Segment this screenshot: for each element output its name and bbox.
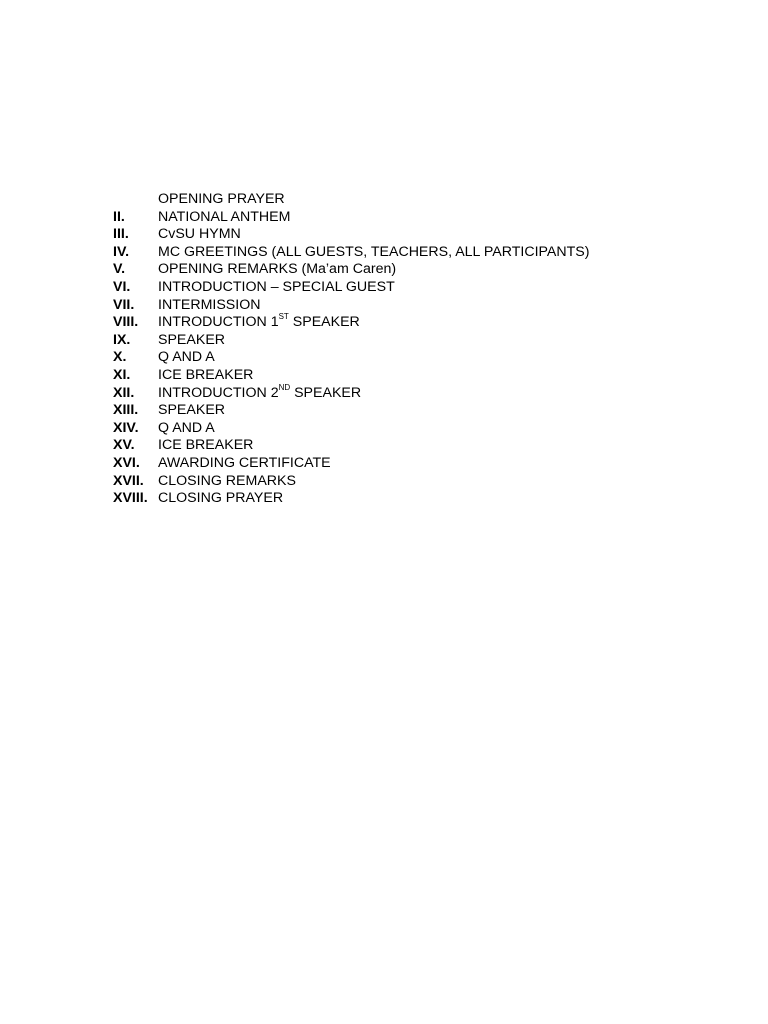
program-item (113, 332, 590, 350)
program-item (113, 297, 590, 315)
program-item (113, 244, 590, 262)
item-numeral: X. (113, 349, 127, 366)
item-numeral: IV. (113, 243, 130, 260)
item-numeral: XVI. (113, 454, 140, 471)
item-text (158, 314, 360, 332)
item-text: MC GREETINGS (ALL GUESTS, TEACHERS, ALL PARTICIPANTS) (158, 243, 590, 260)
program-item (113, 420, 590, 438)
item-text-before: INTRODUCTION 1 (158, 314, 279, 331)
item-numeral: XI. (113, 366, 131, 383)
item-text: OPENING PRAYER (158, 191, 285, 207)
item-text: NATIONAL ANTHEM (158, 208, 291, 225)
item-text: ICE BREAKER (158, 366, 254, 383)
item-numeral: IX. (113, 331, 131, 348)
item-numeral: VII. (113, 296, 135, 313)
item-text: INTERMISSION (158, 296, 261, 313)
program-item (113, 349, 590, 367)
item-text: Q AND A (158, 349, 215, 366)
item-text: ICE BREAKER (158, 437, 254, 454)
item-numeral: XV. (113, 437, 135, 454)
item-text: Q AND A (158, 419, 215, 436)
ordinal-superscript: ST (278, 312, 289, 322)
item-text: OPENING REMARKS (Ma’am Caren) (158, 261, 397, 278)
item-numeral: II. (113, 208, 125, 225)
program-item (113, 490, 590, 508)
program-item (113, 314, 590, 332)
program-item (113, 367, 590, 385)
item-numeral: III. (113, 226, 129, 243)
program-item (113, 382, 590, 403)
item-numeral: VIII. (113, 314, 139, 331)
item-text: SPEAKER (158, 331, 226, 348)
item-numeral: VI. (113, 278, 131, 295)
program-list (113, 191, 590, 508)
item-text: INTRODUCTION – SPECIAL GUEST (158, 278, 395, 295)
program-item (113, 437, 590, 455)
item-numeral: XIII. (113, 402, 139, 419)
item-text: CLOSING PRAYER (158, 490, 284, 507)
item-numeral: XIV. (113, 419, 139, 436)
program-item (113, 473, 590, 491)
item-text: SPEAKER (158, 402, 226, 419)
program-item (113, 191, 590, 209)
item-text: CLOSING REMARKS (158, 472, 296, 489)
item-numeral: XVII. (113, 472, 144, 489)
program-item (113, 209, 590, 227)
item-text-after: SPEAKER (290, 384, 362, 401)
program-item (113, 226, 590, 244)
program-item (113, 402, 590, 420)
item-text-before: INTRODUCTION 2 (158, 384, 279, 401)
program-item (113, 279, 590, 297)
item-text: AWARDING CERTIFICATE (158, 454, 331, 471)
item-text: CvSU HYMN (158, 226, 241, 243)
item-numeral: XVIII. (113, 490, 148, 507)
program-item (113, 261, 590, 279)
item-numeral: XII. (113, 384, 135, 401)
program-item (113, 455, 590, 473)
ordinal-superscript: ND (278, 382, 291, 392)
item-text (158, 382, 362, 403)
item-numeral: V. (113, 261, 126, 278)
item-text-after: SPEAKER (288, 314, 360, 331)
